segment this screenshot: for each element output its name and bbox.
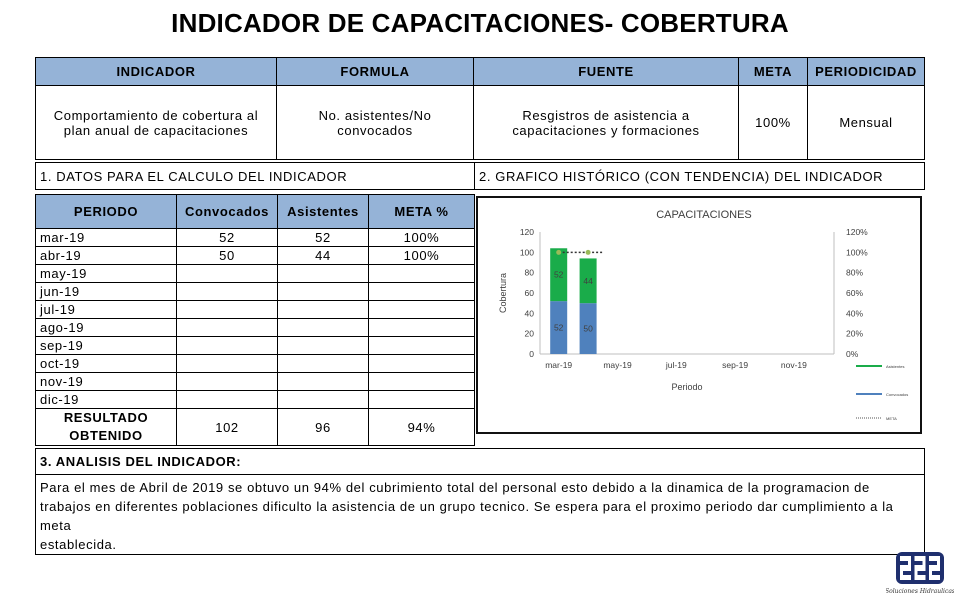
coverage-chart [478, 198, 920, 432]
asistentes-cell [278, 391, 369, 409]
chart-title: CAPACITACIONES [656, 209, 752, 221]
convocados-cell [177, 319, 278, 337]
y-tick-label: 20 [524, 328, 534, 339]
header-periodicidad: PERIODICIDAD [808, 58, 925, 86]
result-convocados: 102 [177, 409, 278, 446]
convocados-cell [177, 301, 278, 319]
meta-cell [369, 265, 475, 283]
periodo-cell: oct-19 [36, 355, 177, 373]
asistentes-cell [278, 319, 369, 337]
section2-title: 2. GRAFICO HISTÓRICO (CON TENDENCIA) DEL INDICADOR [475, 163, 925, 190]
x-tick-label: may-19 [603, 360, 632, 370]
periodo-cell: nov-19 [36, 373, 177, 391]
bar-label-convocados: 50 [583, 323, 593, 334]
asistentes-cell [278, 355, 369, 373]
indicator-info-table [35, 57, 925, 160]
analysis-line-2: trabajos en diferentes poblaciones dificulto la asistencia de un grupo tecnico. Se espera para el proximo periodo dar cumplimiento a la meta [40, 499, 894, 533]
fuente-value: Resgistros de asistencia a capacitaciones y formaciones [474, 86, 739, 160]
section1-title: 1. DATOS PARA EL CALCULO DEL INDICADOR [36, 163, 475, 190]
y2-tick-label: 80% [846, 267, 864, 278]
section-titles [35, 162, 925, 190]
periodo-cell: ago-19 [36, 319, 177, 337]
logo-caption: Soluciones Hidraulicas [886, 588, 954, 595]
y2-tick-label: 120% [846, 227, 868, 237]
asistentes-cell [278, 283, 369, 301]
meta-cell [369, 355, 475, 373]
legend-meta: META [886, 416, 897, 421]
convocados-cell [177, 355, 278, 373]
y-tick-label: 60 [524, 288, 534, 298]
result-meta: 94% [369, 409, 475, 446]
periodo-cell: jul-19 [36, 301, 177, 319]
analysis-line-3: establecida. [40, 537, 117, 552]
bar-label-asistentes: 52 [553, 269, 564, 280]
table-row [36, 283, 475, 301]
bar-label-asistentes: 44 [583, 275, 593, 286]
asistentes-cell [278, 265, 369, 283]
table-row [36, 337, 475, 355]
periodo-cell: abr-19 [36, 247, 177, 265]
periodo-cell: mar-19 [36, 229, 177, 247]
convocados-cell [177, 373, 278, 391]
header-fuente: FUENTE [474, 58, 739, 86]
y2-tick-label: 20% [846, 328, 864, 339]
header-formula: FORMULA [277, 58, 474, 86]
legend-asistentes: Asistentes [886, 364, 905, 369]
y-tick-label: 100 [519, 247, 534, 258]
asistentes-cell [278, 337, 369, 355]
asistentes-cell: 44 [278, 247, 369, 265]
convocados-cell: 50 [177, 247, 278, 265]
table-row [36, 373, 475, 391]
y2-tick-label: 40% [846, 308, 864, 319]
meta-cell [369, 301, 475, 319]
table-row [36, 391, 475, 409]
asistentes-cell: 52 [278, 229, 369, 247]
indicador-value: Comportamiento de cobertura al plan anual de capacitaciones [36, 86, 277, 160]
periodicidad-value: Mensual [808, 86, 925, 160]
legend-convocados: Convocados [886, 392, 909, 397]
asistentes-cell [278, 301, 369, 319]
bar-label-convocados: 52 [553, 322, 564, 333]
analysis-text [36, 475, 925, 555]
data-table [35, 194, 475, 446]
meta-cell: 100% [369, 229, 475, 247]
result-label-2: OBTENIDO [69, 428, 143, 443]
y-tick-label: 0 [529, 349, 534, 359]
page-title: INDICADOR DE CAPACITACIONES- COBERTURA [171, 8, 789, 38]
formula-value: No. asistentes/No convocados [277, 86, 474, 160]
x-tick-label: nov-19 [780, 360, 807, 370]
convocados-cell [177, 283, 278, 301]
meta-cell: 100% [369, 247, 475, 265]
table-row [36, 265, 475, 283]
header-meta: META [739, 58, 808, 86]
x-tick-label: jul-19 [665, 360, 687, 370]
convocados-cell [177, 337, 278, 355]
meta-point [586, 250, 591, 255]
result-label [36, 409, 177, 446]
y2-tick-label: 0% [846, 349, 859, 359]
table-row [36, 355, 475, 373]
x-tick-label: sep-19 [722, 360, 749, 370]
y2-tick-label: 100% [846, 247, 868, 258]
x-tick-label: mar-19 [545, 360, 573, 370]
chart-frame [476, 196, 922, 434]
result-label-1: RESULTADO [63, 410, 149, 425]
convocados-cell [177, 265, 278, 283]
convocados-cell: 52 [177, 229, 278, 247]
table-row [36, 319, 475, 337]
y-tick-label: 40 [524, 308, 534, 319]
col-convocados: Convocados [177, 195, 278, 229]
meta-cell [369, 283, 475, 301]
col-asistentes: Asistentes [278, 195, 369, 229]
result-asistentes: 96 [278, 409, 369, 446]
col-periodo: PERIODO [36, 195, 177, 229]
periodo-cell: dic-19 [36, 391, 177, 409]
table-row [36, 247, 475, 265]
y-tick-label: 120 [519, 227, 534, 237]
asistentes-cell [278, 373, 369, 391]
logo-mark-icon [886, 548, 954, 596]
y2-tick-label: 60% [846, 288, 864, 298]
meta-point [556, 250, 561, 255]
convocados-cell [177, 391, 278, 409]
meta-value: 100% [739, 86, 808, 160]
meta-cell [369, 319, 475, 337]
periodo-cell: may-19 [36, 265, 177, 283]
company-logo [886, 548, 954, 596]
meta-cell [369, 373, 475, 391]
table-row [36, 229, 475, 247]
y-tick-label: 80 [524, 267, 534, 278]
table-row [36, 301, 475, 319]
section3-title: 3. ANALISIS DEL INDICADOR: [36, 449, 925, 475]
y-axis-title: Cobertura [498, 272, 508, 314]
col-meta: META % [369, 195, 475, 229]
analysis-table [35, 448, 925, 555]
periodo-cell: jun-19 [36, 283, 177, 301]
x-axis-title: Periodo [671, 382, 703, 392]
meta-cell [369, 391, 475, 409]
periodo-cell: sep-19 [36, 337, 177, 355]
meta-cell [369, 337, 475, 355]
analysis-line-1: Para el mes de Abril de 2019 se obtuvo un 94% del cubrimiento total del personal esto debido a la dinamica de la programacion de [40, 480, 870, 495]
header-indicador: INDICADOR [36, 58, 277, 86]
